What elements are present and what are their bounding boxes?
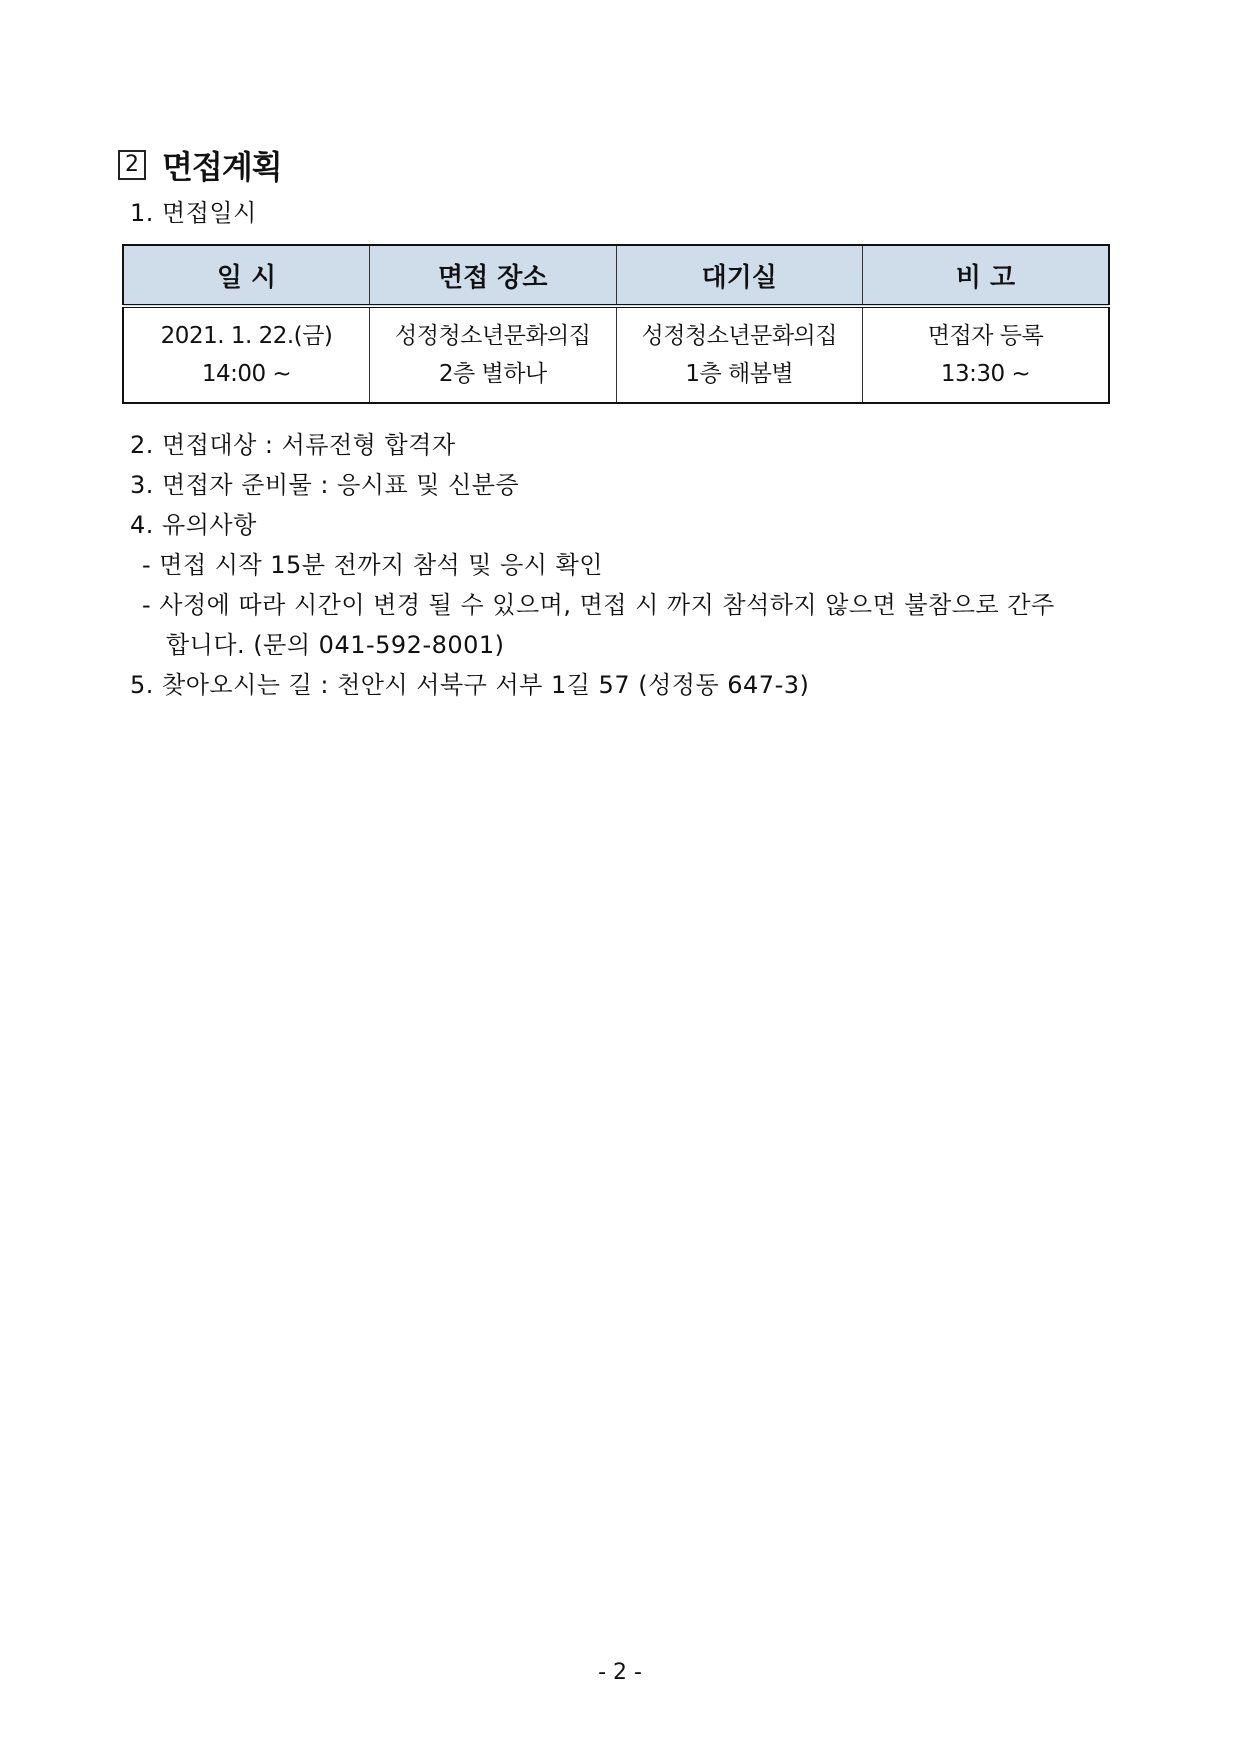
section-title: 면접계획 xyxy=(162,148,282,186)
item-interview-target: 2. 면접대상 : 서류전형 합격자 xyxy=(130,431,456,459)
cell-note-text: 면접자 등록 xyxy=(927,323,1044,349)
cell-note-time: 13:30 ~ xyxy=(940,361,1031,387)
section-number-box: 2 xyxy=(118,150,146,180)
cell-venue-room: 2층 별하나 xyxy=(438,361,547,387)
cell-datetime xyxy=(123,306,370,403)
cell-note xyxy=(863,306,1110,403)
item-notes-label: 4. 유의사항 xyxy=(130,511,257,539)
cell-venue-name: 성정청소년문화의집 xyxy=(395,323,591,349)
item-directions: 5. 찾아오시는 길 : 천안시 서북구 서부 1길 57 (성정동 647-3) xyxy=(130,671,810,699)
notes-bullet-1: - 면접 시작 15분 전까지 참석 및 응시 확인 xyxy=(142,551,603,579)
header-waiting-room: 대기실 xyxy=(616,245,863,306)
interview-schedule-table xyxy=(122,244,1110,404)
header-note: 비 고 xyxy=(863,245,1110,306)
item-interview-datetime-label: 1. 면접일시 xyxy=(130,199,257,227)
table-row xyxy=(123,306,1109,403)
cell-datetime-date: 2021. 1. 22.(금) xyxy=(160,323,333,349)
item-required-items: 3. 면접자 준비물 : 응시표 및 신분증 xyxy=(130,471,520,499)
cell-datetime-time: 14:00 ~ xyxy=(201,361,292,387)
notes-bullet-2-continuation: 합니다. (문의 041-592-8001) xyxy=(166,631,505,659)
cell-waiting-room xyxy=(616,306,863,403)
cell-venue xyxy=(370,306,617,403)
notes-bullet-2: - 사정에 따라 시간이 변경 될 수 있으며, 면접 시 까지 참석하지 않으면 불참으로 간주 xyxy=(142,591,1055,619)
header-datetime: 일 시 xyxy=(123,245,370,306)
section-heading xyxy=(118,140,282,190)
header-venue: 면접 장소 xyxy=(370,245,617,306)
cell-waiting-room-room: 1층 해봄별 xyxy=(685,361,794,387)
page-number: - 2 - xyxy=(598,1660,642,1685)
cell-waiting-room-name: 성정청소년문화의집 xyxy=(641,323,837,349)
table-header-row xyxy=(123,245,1109,306)
